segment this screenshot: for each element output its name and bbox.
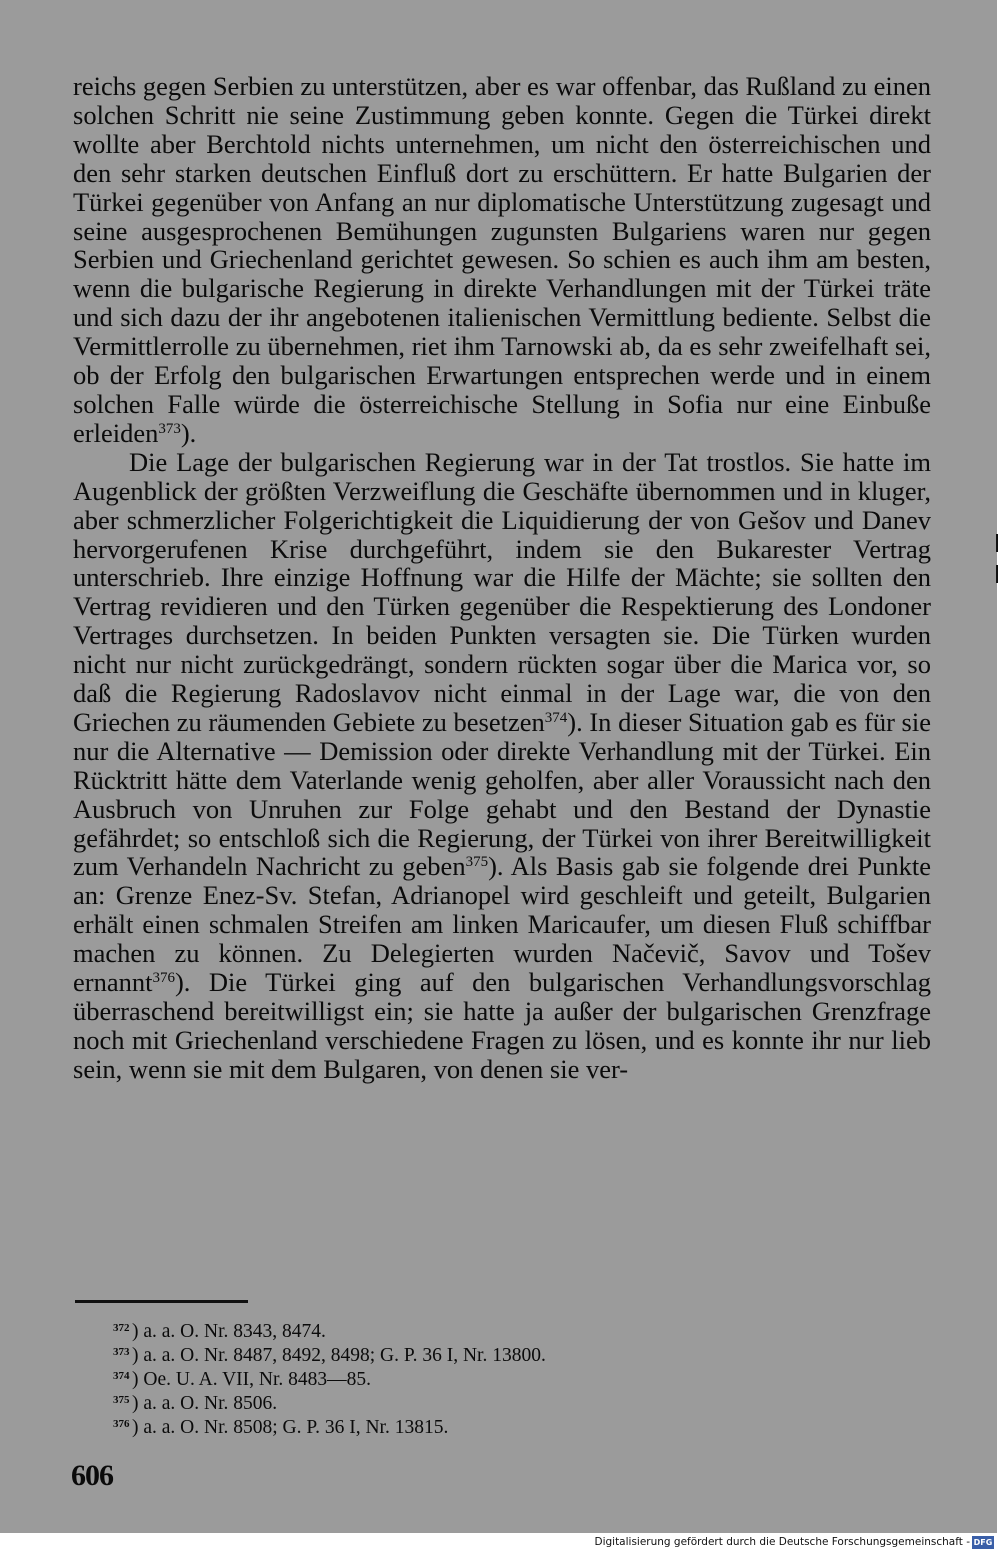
footnote-number: 372 — [113, 1322, 130, 1334]
footnote-374 — [113, 1368, 832, 1392]
page-number: 606 — [71, 1459, 113, 1492]
paragraph-2-text-a: Die Lage der bulgarischen Regierung war in der Tat trostlos. Sie hatte im Augenblick der größten Verzweiflung die Geschäfte übernommen und in kluger, aber schmerzlicher Folgerichtigkeit die Liquidierung der von Gešov und Danev hervorgerufenen Krise durchgeführt, indem sie den Bukarester Vertrag unterschrieb. Ihre einzige Hoffnung war die Hilfe der Mächte; sie sollten den Vertrag revidieren und den Türken gegenüber die Respektierung des Londoner Vertrages durchsetzen. In beiden Punkten versagten sie. Die Türken wurden nicht nur nicht zurückgedrängt, sondern rückten sogar über die Marica vor, so daß die Regierung Radoslavov nicht einmal in der Lage war, die von den Griechen zu räumenden Gebiete zu besetzen — [73, 446, 931, 737]
footnotes — [113, 1320, 832, 1440]
footnote-372 — [113, 1320, 832, 1344]
body-text — [73, 72, 931, 1084]
paragraph-2-text-d: ). Die Türkei ging auf den bulgarischen Verhandlungsvorschlag überraschend bereitwilligst ein; sie hatte ja außer der bulgarischen Grenzfrage noch mit Griechenland verschiedene Fragen zu lösen, und es konnte ihr nur lieb sein, wenn sie mit dem Bulgaren, von denen sie ver- — [73, 967, 931, 1084]
paragraph-2-text-c: ). Als Basis gab sie folgende drei Punkte an: Grenze Enez-Sv. Stefan, Adrianopel wird geschleift und geteilt, Bulgarien erhält einen schmalen Streifen am linken Maricaufer, um diesen Fluß schiffbar machen zu können. Zu Delegierten wurden Načevič, Savov und Tošev ernannt — [73, 851, 932, 998]
footnote-text: a. a. O. Nr. 8343, 8474. — [143, 1321, 326, 1342]
margin-mark — [996, 534, 998, 552]
margin-mark — [996, 565, 998, 583]
footnote-text: Oe. U. A. VII, Nr. 8483—85. — [143, 1369, 372, 1390]
dfg-logo: DFG — [973, 1538, 993, 1547]
footnote-376 — [113, 1416, 832, 1440]
footnote-text: a. a. O. Nr. 8508; G. P. 36 I, Nr. 13815. — [143, 1417, 449, 1438]
footnote-paren: ) — [132, 1393, 139, 1414]
paragraph-1 — [73, 72, 931, 448]
footnote-separator — [75, 1300, 248, 1303]
footnote-ref-375[interactable]: 375 — [465, 854, 489, 871]
footnote-paren: ) — [132, 1417, 139, 1438]
footnote-375 — [113, 1392, 832, 1416]
footnote-373 — [113, 1344, 832, 1368]
paragraph-2-text-b: ). In dieser Situation gab es für sie nur die Alternative — Demission oder direkte Verhandlung mit der Türkei. Ein Rücktritt hätte dem Vaterlande wenig geholfen, aber aller Voraussicht nach den Ausbruch von Unruhen zur Folge gehabt und den Bestand der Dynastie gefährdet; so entschloß sich die Regierung, der Türkei von ihrer Bereitwilligkeit zum Verhandeln Nachricht zu geben — [73, 706, 931, 882]
footnote-paren: ) — [132, 1321, 139, 1342]
footnote-text: a. a. O. Nr. 8487, 8492, 8498; G. P. 36 I, Nr. 13800. — [143, 1345, 546, 1366]
paragraph-2 — [73, 448, 931, 1084]
digitization-credit: Digitalisierung gefördert durch die Deutsche Forschungsgemeinschaft - — [594, 1536, 970, 1548]
footnote-ref-374[interactable]: 374 — [544, 709, 568, 726]
footnote-paren: ) — [132, 1369, 139, 1390]
footnote-paren: ) — [132, 1345, 139, 1366]
footnote-ref-373[interactable]: 373 — [158, 420, 181, 437]
footnote-number: 375 — [113, 1394, 130, 1406]
paragraph-1-tail: ). — [180, 417, 197, 448]
footnote-text: a. a. O. Nr. 8506. — [143, 1393, 278, 1414]
paragraph-1-text: reichs gegen Serbien zu unterstützen, aber es war offenbar, das Rußland zu einen solchen Schritt nie seine Zustimmung geben konnte. Gegen die Türkei direkt wollte aber Berchtold nichts unternehmen, um nicht den österreichischen und den sehr starken deutschen Einfluß dort zu erschüttern. Er hatte Bulgarien der Türkei gegenüber von Anfang an nur diplomatische Unterstützung zugesagt und seine ausgesprochenen Bemühungen zugunsten Bulgariens waren nur gegen Serbien und Griechenland gerichtet gewesen. So schien es auch ihm am besten, wenn die bulgarische Regierung in direkte Verhandlungen mit der Türkei träte und sich dazu der ihr angebotenen italienischen Vermittlung bediente. Selbst die Vermittlerrolle zu übernehmen, riet ihm Tarnowski ab, da es sehr zweifelhaft sei, ob der Erfolg den bulgarischen Erwartungen entsprechen werde und in einem solchen Falle würde die österreichische Stellung in Sofia nur eine Einbuße erleiden — [73, 71, 931, 448]
footnote-ref-376[interactable]: 376 — [152, 970, 175, 987]
footnote-number: 373 — [113, 1346, 130, 1358]
footnote-number: 376 — [113, 1418, 130, 1430]
footnote-number: 374 — [113, 1370, 130, 1382]
